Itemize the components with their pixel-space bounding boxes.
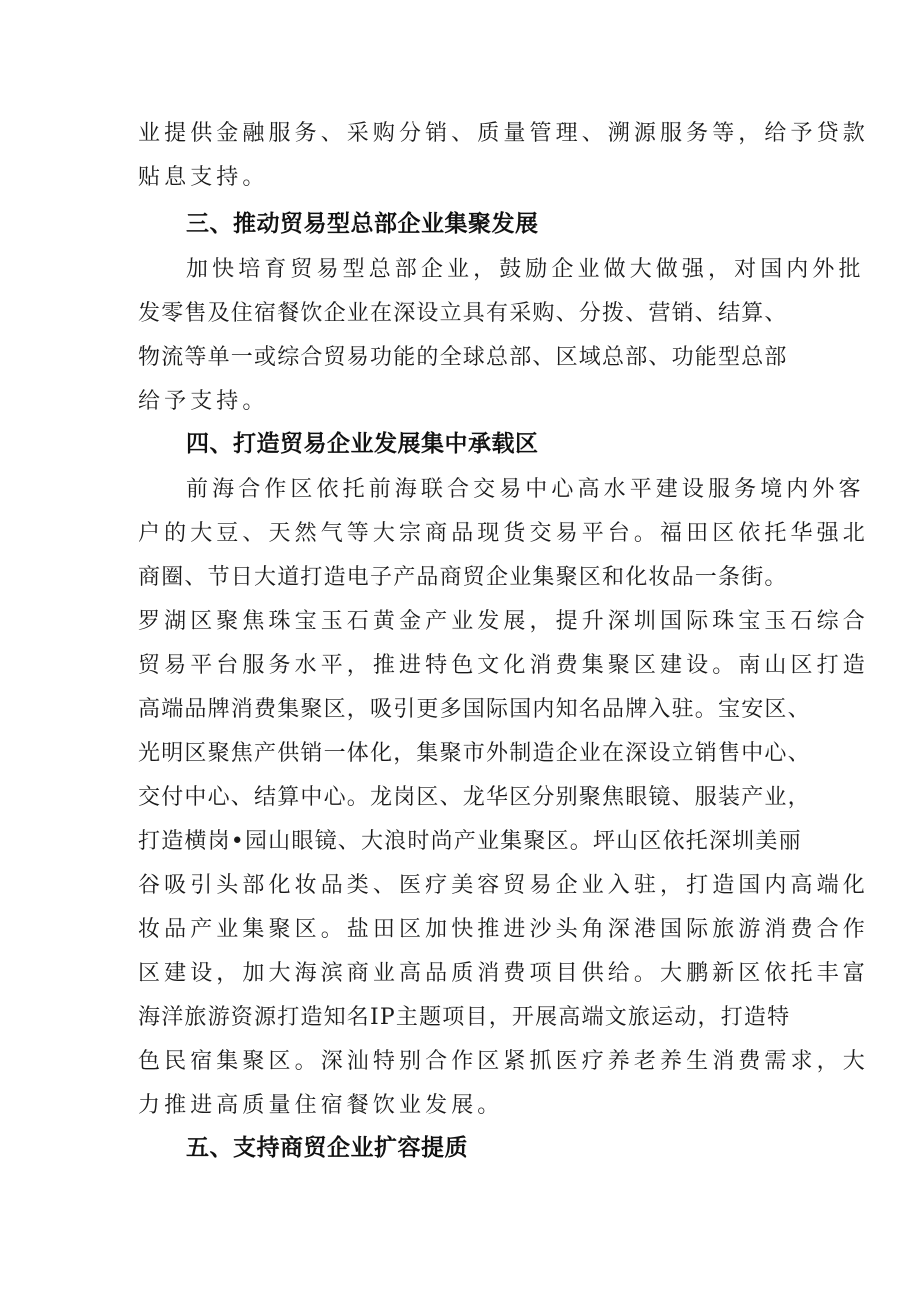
paragraph-line: 前海合作区依托前海联合交易中心高水平建设服务境内外客 [186,477,865,502]
paragraph-line: 发零售及住宿餐饮企业在深设立具有采购、分拨、营销、结算、 [138,301,788,326]
paragraph-line: 交付中心、结算中心。龙岗区、龙华区分别聚焦眼镜、服装产业， [138,785,811,810]
paragraph-line: 业提供金融服务、采购分销、质量管理、溯源服务等，给予贷款 [138,121,869,146]
paragraph-line: 光明区聚焦产供销一体化，集聚市外制造企业在深设立销售中心、 [138,741,811,766]
section-heading-4: 四、打造贸易企业发展集中承载区 [186,431,539,457]
paragraph-line: 打造横岗•园山眼镜、大浪时尚产业集聚区。坪山区依托深圳美丽 [138,829,802,854]
paragraph-line: 海洋旅游资源打造知名IP主题项目，开展高端文旅运动，打造特 [138,1005,791,1030]
paragraph-line: 力推进高质量住宿餐饮业发展。 [138,1093,504,1118]
section-heading-3: 三、推动贸易型总部企业集聚发展 [186,211,539,237]
paragraph-line: 谷吸引头部化妆品类、医疗美容贸易企业入驻，打造国内高端化 [138,873,869,898]
paragraph-line: 罗湖区聚焦珠宝玉石黄金产业发展，提升深圳国际珠宝玉石综合 [138,609,869,634]
paragraph-line: 户的大豆、天然气等大宗商品现货交易平台。福田区依托华强北 [138,521,869,546]
paragraph-line: 加快培育贸易型总部企业，鼓励企业做大做强，对国内外批 [186,257,865,282]
paragraph-line: 贴息支持。 [138,165,269,190]
section-heading-5: 五、支持商贸企业扩容提质 [186,1135,468,1161]
paragraph-line: 妆品产业集聚区。盐田区加快推进沙头角深港国际旅游消费合作 [138,917,869,942]
paragraph-line: 区建设，加大海滨商业高品质消费项目供给。大鹏新区依托丰富 [138,961,869,986]
paragraph-line: 商圈、节日大道打造电子产品商贸企业集聚区和化妆品一条街。 [138,565,788,590]
paragraph-line: 高端品牌消费集聚区，吸引更多国际国内知名品牌入驻。宝安区、 [138,697,811,722]
paragraph-line: 物流等单一或综合贸易功能的全球总部、区域总部、功能型总部 [138,345,788,370]
paragraph-line: 贸易平台服务水平，推进特色文化消费集聚区建设。南山区打造 [138,653,869,678]
paragraph-line: 色民宿集聚区。深汕特别合作区紧抓医疗养老养生消费需求，大 [138,1049,869,1074]
paragraph-line: 给予支持。 [138,389,269,414]
